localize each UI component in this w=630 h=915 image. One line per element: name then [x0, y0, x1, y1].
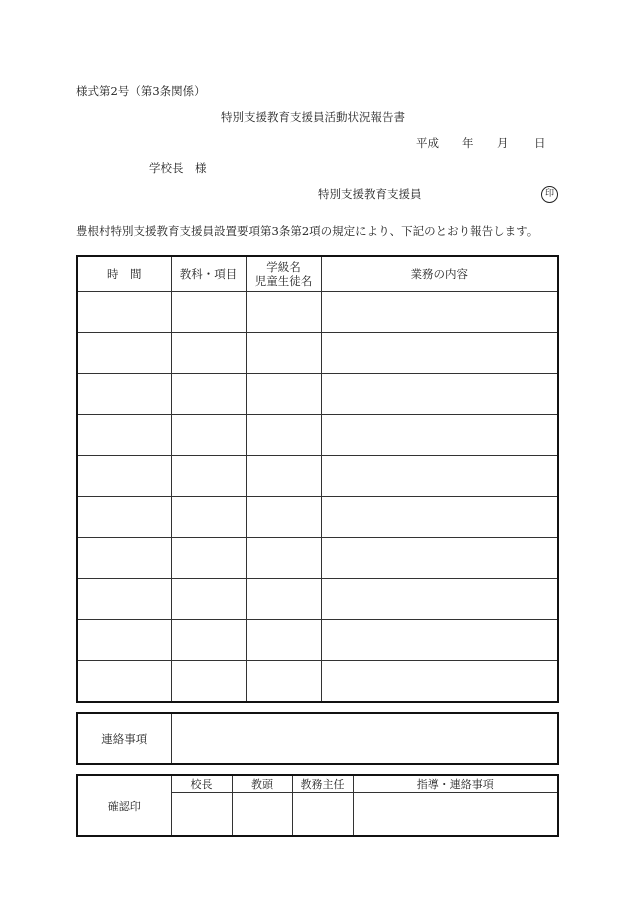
subject-cell[interactable]	[171, 333, 246, 374]
table-row	[77, 415, 558, 456]
class-cell[interactable]	[246, 456, 321, 497]
class-cell[interactable]	[246, 620, 321, 661]
time-cell[interactable]	[77, 415, 171, 456]
class-cell[interactable]	[246, 661, 321, 703]
principal-stamp-field[interactable]	[171, 793, 232, 837]
header-class-line2: 児童生徒名	[254, 274, 313, 288]
confirm-label: 確認印	[77, 775, 171, 836]
header-content: 業務の内容	[321, 256, 558, 292]
document-title: 特別支援教育支援員活動状況報告書	[221, 110, 405, 124]
time-cell[interactable]	[77, 333, 171, 374]
table-row	[77, 292, 558, 333]
subject-cell[interactable]	[171, 579, 246, 620]
subject-cell[interactable]	[171, 374, 246, 415]
content-cell[interactable]	[321, 579, 558, 620]
subject-cell[interactable]	[171, 538, 246, 579]
class-cell[interactable]	[246, 497, 321, 538]
table-row	[77, 456, 558, 497]
date-era: 平成	[416, 136, 439, 150]
date-year: 年	[462, 136, 474, 150]
contact-field[interactable]	[171, 713, 558, 764]
activity-table-header	[77, 256, 558, 292]
header-time: 時 間	[77, 256, 171, 292]
content-cell[interactable]	[321, 292, 558, 333]
class-cell[interactable]	[246, 374, 321, 415]
seal-mark: 印	[541, 186, 558, 203]
subject-cell[interactable]	[171, 620, 246, 661]
date-month: 月	[497, 136, 509, 150]
table-row	[77, 661, 558, 703]
table-row	[77, 333, 558, 374]
table-row	[77, 538, 558, 579]
content-cell[interactable]	[321, 538, 558, 579]
class-cell[interactable]	[246, 538, 321, 579]
statement: 豊根村特別支援教育支援員設置要項第3条第2項の規定により、下記のとおり報告します。	[76, 224, 539, 238]
table-row	[77, 579, 558, 620]
activity-table	[76, 255, 559, 703]
form-number: 様式第2号（第3条関係）	[76, 84, 206, 98]
table-row	[77, 620, 558, 661]
time-cell[interactable]	[77, 456, 171, 497]
guidance-field[interactable]	[353, 793, 558, 837]
header-class-line1: 学級名	[266, 259, 301, 274]
content-cell[interactable]	[321, 333, 558, 374]
content-cell[interactable]	[321, 497, 558, 538]
time-cell[interactable]	[77, 497, 171, 538]
time-cell[interactable]	[77, 620, 171, 661]
content-cell[interactable]	[321, 456, 558, 497]
header-class-student	[246, 256, 321, 292]
class-cell[interactable]	[246, 579, 321, 620]
table-row	[77, 497, 558, 538]
class-cell[interactable]	[246, 415, 321, 456]
time-cell[interactable]	[77, 538, 171, 579]
confirmation-table	[76, 774, 559, 837]
subject-cell[interactable]	[171, 497, 246, 538]
time-cell[interactable]	[77, 661, 171, 703]
principal-header: 校長	[171, 775, 232, 793]
subject-cell[interactable]	[171, 415, 246, 456]
head-teacher-stamp-field[interactable]	[292, 793, 353, 837]
content-cell[interactable]	[321, 374, 558, 415]
subject-cell[interactable]	[171, 456, 246, 497]
subject-cell[interactable]	[171, 661, 246, 703]
contact-label: 連絡事項	[77, 713, 171, 764]
content-cell[interactable]	[321, 661, 558, 703]
date-day: 日	[534, 136, 546, 150]
time-cell[interactable]	[77, 292, 171, 333]
vice-principal-stamp-field[interactable]	[232, 793, 292, 837]
class-cell[interactable]	[246, 292, 321, 333]
reporter-title: 特別支援教育支援員	[318, 187, 422, 201]
time-cell[interactable]	[77, 374, 171, 415]
content-cell[interactable]	[321, 620, 558, 661]
header-subject: 教科・項目	[171, 256, 246, 292]
table-row	[77, 374, 558, 415]
contact-table	[76, 712, 559, 765]
addressee: 学校長 様	[149, 161, 207, 175]
guidance-header: 指導・連絡事項	[353, 775, 558, 793]
content-cell[interactable]	[321, 415, 558, 456]
subject-cell[interactable]	[171, 292, 246, 333]
time-cell[interactable]	[77, 579, 171, 620]
class-cell[interactable]	[246, 333, 321, 374]
head-teacher-header: 教務主任	[292, 775, 353, 793]
vice-principal-header: 教頭	[232, 775, 292, 793]
